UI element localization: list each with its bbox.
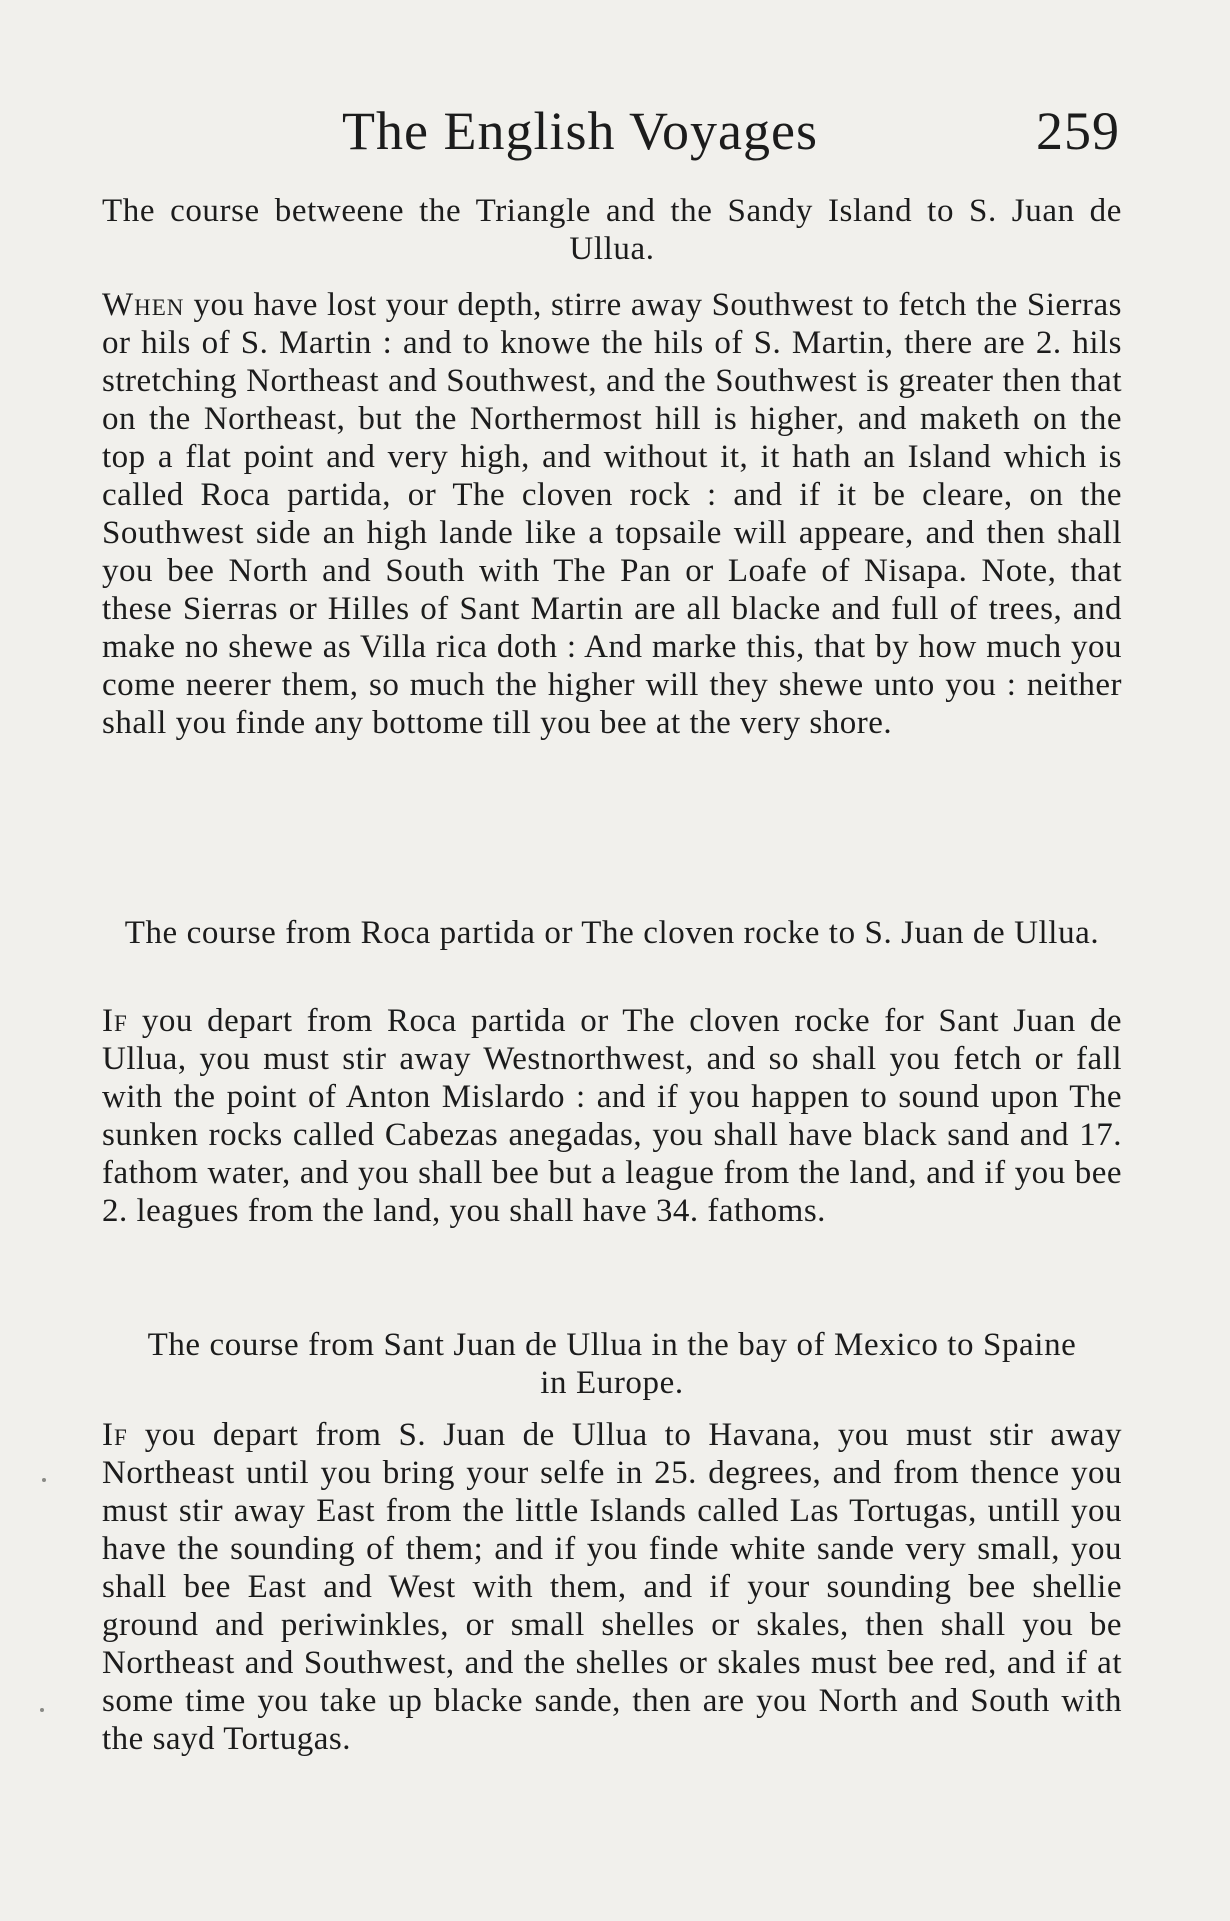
paragraph-text: you depart from S. Juan de Ullua to Havana, you must stir away Northeast until you bring your selfe in 25. degrees, and from thence you must stir away East from the little Islands called Las Tortugas, untill you have the sounding of them; and if you finde white sande very small, you shall bee East and West with them, and if your sounding bee shellie ground and periwinkles, or small shelles or skales, then shall you be Northeast and Southwest, and the shelles or skales must bee red, and if at some time you take up blacke sande, then are you North and South with the sayd Tortugas. — [102, 1417, 1122, 1757]
section-heading: The course from Roca partida or The cloven rocke to S. Juan de Ullua. — [124, 915, 1100, 951]
section-2 — [102, 914, 1122, 952]
page-number: 259 — [1036, 101, 1120, 161]
paragraph-lead: If — [102, 1003, 128, 1039]
running-head — [102, 96, 1122, 166]
paragraph-lead: If — [102, 1417, 128, 1453]
section-2-body — [102, 1002, 1122, 1230]
section-heading: The course from Sant Juan de Ullua in the bay of Mexico to Spaine in Europe. — [147, 1327, 1077, 1401]
section-3 — [102, 1326, 1122, 1402]
paragraph-text: you have lost your depth, stirre away Southwest to fetch the Sierras or hils of S. Martin : and to knowe the hils of S. Martin, there are 2. hils stretching Northeast and Southwest, and the Southwest is greater then that on the Northeast, but the Northermost hill is higher, and maketh on the top a flat point and very high, and without it, it hath an Island which is called Roca partida, or The cloven rock : and if it be cleare, on the Southwest side an high lande like a topsaile will appeare, and then shall you bee North and South with The Pan or Loafe of Nisapa. Note, that these Sierras or Hilles of Sant Martin are all blacke and full of trees, and make no shewe as Villa rica doth : And marke this, that by how much you come neerer them, so much the higher will they shewe unto you : neither shall you finde any bottome till you bee at the very shore. — [102, 287, 1122, 741]
running-title: The English Voyages — [342, 101, 818, 161]
paragraph — [102, 286, 1122, 742]
paragraph-text: you depart from Roca partida or The cloven rocke for Sant Juan de Ullua, you must stir away Westnorthwest, and so shall you fetch or fall with the point of Anton Mislardo : and if you happen to sound upon The sunken rocks called Cabezas anegadas, you shall have black sand and 17. fathom water, and you shall bee but a league from the land, and if you bee 2. leagues from the land, you shall have 34. fathoms. — [102, 1003, 1122, 1229]
margin-dot — [42, 1478, 46, 1482]
section-3-body — [102, 1416, 1122, 1758]
margin-dot — [40, 1708, 44, 1712]
section-1-body — [102, 286, 1122, 742]
paragraph — [102, 1416, 1122, 1758]
paragraph-lead: When — [102, 287, 185, 323]
paragraph — [102, 1002, 1122, 1230]
section-heading: The course betweene the Triangle and the Sandy Island to S. Juan de Ullua. — [102, 193, 1122, 267]
section-1 — [102, 192, 1122, 268]
